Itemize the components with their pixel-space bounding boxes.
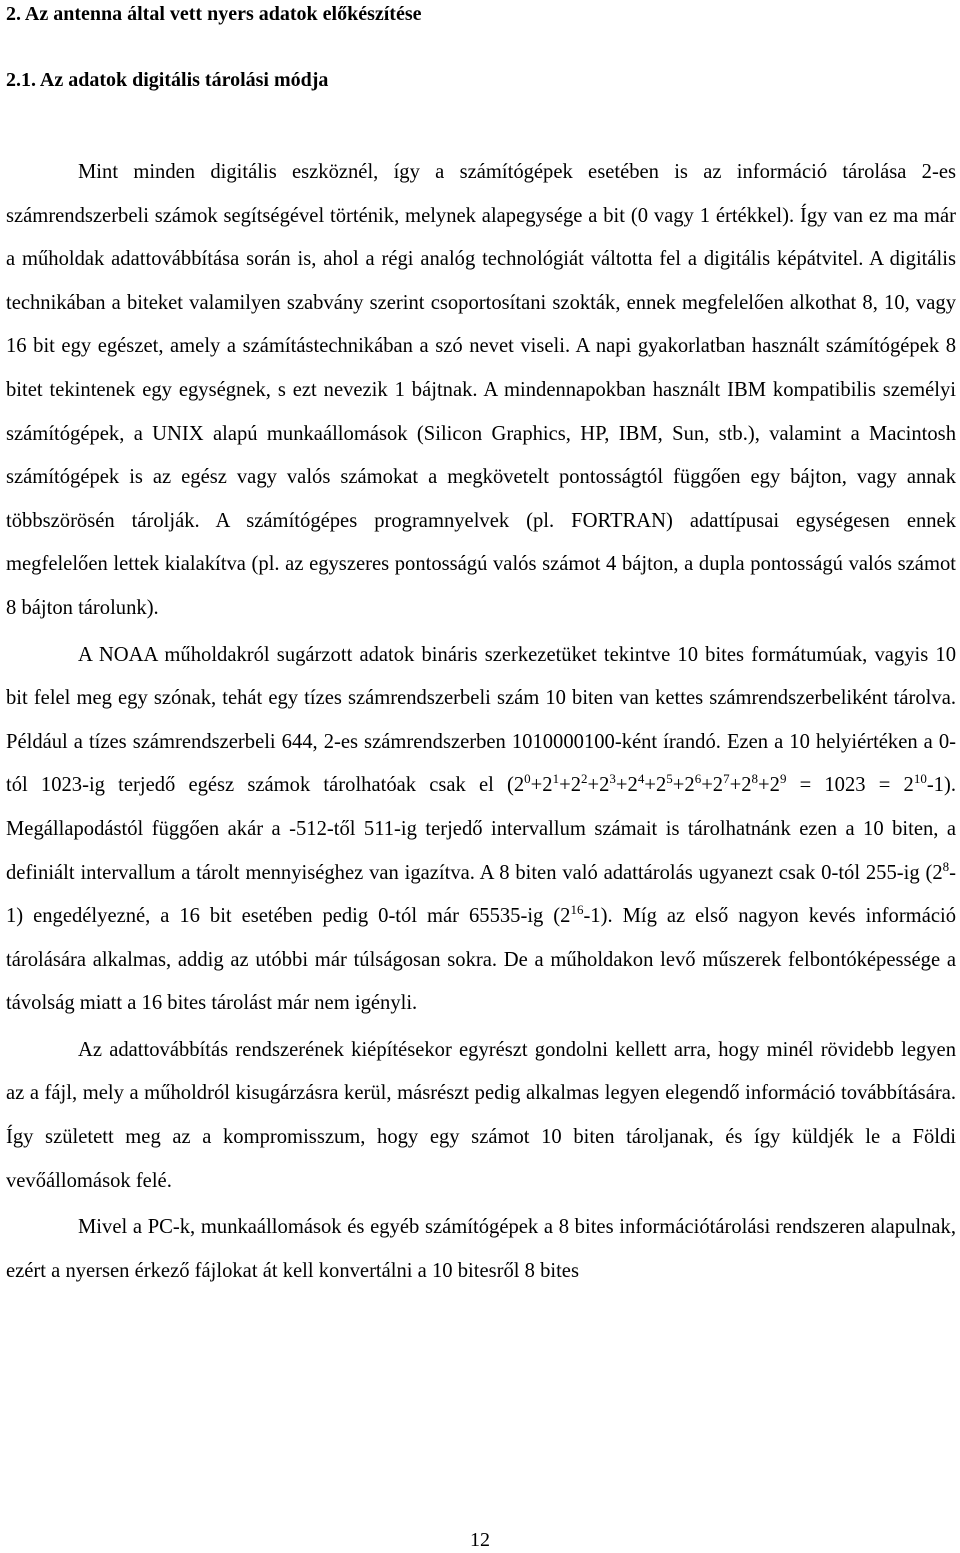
paragraph-2-text-c: -1) engedélyezné, a 16 bit esetében pedig 0-tól már 65535-ig (2 — [6, 861, 956, 928]
exponent: 2 — [581, 771, 588, 787]
exponent: 9 — [779, 771, 787, 787]
paragraph-1: Mint minden digitális eszköznél, így a számítógépek esetében is az információ tárolása 2-es számrendszerbeli számok segítségével történik, melynek alapegysége a bit (0 vagy 1 értékkel). Így van ez ma már a műholdak adattovábbítása során is, ahol a régi analóg technológiát váltotta fel a digitális képátvitel. A digitális technikában a biteket valamilyen szabvány szerint csoportosítani szokták, ennek megfelelően alkothat 8, 10, vagy 16 bit egy egészet, amely a számítástechnikában a szó nevet viseli. A napi gyakorlatban használt számítógépek 8 bitet tekintenek egy egységnek, s ezt nevezik 1 bájtnak. A mindennapokban használt IBM kompatibilis személyi számítógépek, a UNIX alapú munkaállomások (Silicon Graphics, HP, IBM, Sun, stb.), valamint a Macintosh számítógépek is az egész vagy valós számokat a megkövetelt pontosságtól függően egy bájton, vagy annak többszörösén tárolják. A számítógépes programnyelvek (pl. FORTRAN) adattípusai egységesen ennek megfelelően lettek kialakítva (pl. az egyszeres pontosságú valós számot 4 bájton, a dupla pontosságú valós számot 8 bájton tárolunk). — [6, 161, 956, 619]
exponent: 4 — [637, 771, 645, 787]
plus-term: +2 — [701, 774, 724, 797]
subsection-heading: 2.1. Az adatok digitális tárolási módja — [6, 69, 329, 91]
plus-term: +2 — [672, 774, 695, 797]
paragraph-4: Mivel a PC-k, munkaállomások és egyéb számítógépek a 8 bites információtárolási rendszeren alapulnak, ezért a nyersen érkező fájlokat át kell konvertálni a 10 bitesről 8 bites — [6, 1216, 956, 1282]
paragraph-3: Az adattovábbítás rendszerének kiépítésekor egyrészt gondolni kellett arra, hogy minél rövidebb legyen az a fájl, mely a műholdról kisugárzásra kerül, másrészt pedig alkalmas legyen elegendő információ továbbítására. Így született meg az a kompromisszum, hogy egy számot 10 biten tároljanak, és így küldjék le a Földi vevőállomások felé. — [6, 1038, 956, 1192]
body-text — [6, 151, 956, 1293]
exponent: 3 — [609, 771, 616, 787]
document-page — [6, 0, 956, 1293]
plus-term: +2 — [559, 774, 581, 797]
equation-result: = 1023 = 2 — [786, 774, 914, 797]
exponent: 1 — [552, 771, 560, 787]
exponent: 8 — [942, 858, 950, 874]
paragraph-2-text-a: A NOAA műholdakról sugárzott adatok bináris szerkezetüket tekintve 10 bites formátumúak, vagyis 10 bit felel meg egy szónak, tehát egy tízes számrendszerbeli szám 10 biten van kettes számrendszerbeliként tárolva. Például a tízes számrendszerbeli 644, 2-es számrendszerben 1010000100-ként írandó. Ezen a 10 helyiértéken a 0-tól 1023-ig terjedő egész számok tárolhatóak csak el (2 — [6, 643, 956, 797]
paragraph-2-text-d: -1). Míg az első nagyon kevés információ tárolására alkalmas, addig az utóbbi már túlságosan sokra. De a műholdakon levő műszerek felbontóképessége a távolság miatt a 16 bites tárolást már nem igényli. — [6, 905, 956, 1015]
section-heading: 2. Az antenna által vett nyers adatok előkészítése — [6, 3, 422, 25]
exponent: 16 — [570, 902, 584, 918]
paragraph-2 — [6, 634, 956, 1026]
exponent: 7 — [723, 771, 730, 787]
exponent: 0 — [524, 771, 531, 787]
plus-term: +2 — [530, 774, 553, 797]
plus-term: +2 — [729, 774, 752, 797]
page-number: 12 — [470, 1529, 490, 1551]
exponent: 10 — [913, 771, 927, 787]
plus-term: +2 — [644, 774, 667, 797]
exponent: 6 — [694, 771, 702, 787]
plus-term: +2 — [615, 774, 638, 797]
paragraph-2-text-b: -1). Megállapodástól függően akár a -512-től 511-ig terjedő intervallum számait is tárolhatnánk ezen a 10 biten, a definiált intervallum a tárolt mennyiséghez van igazítva. A 8 biten való adattárolás ugyanezt csak 0-tól 255-ig (2 — [6, 774, 956, 884]
plus-term: +2 — [587, 774, 610, 797]
plus-term: +2 — [758, 774, 780, 797]
exponent: 5 — [666, 771, 673, 787]
exponent: 8 — [751, 771, 759, 787]
